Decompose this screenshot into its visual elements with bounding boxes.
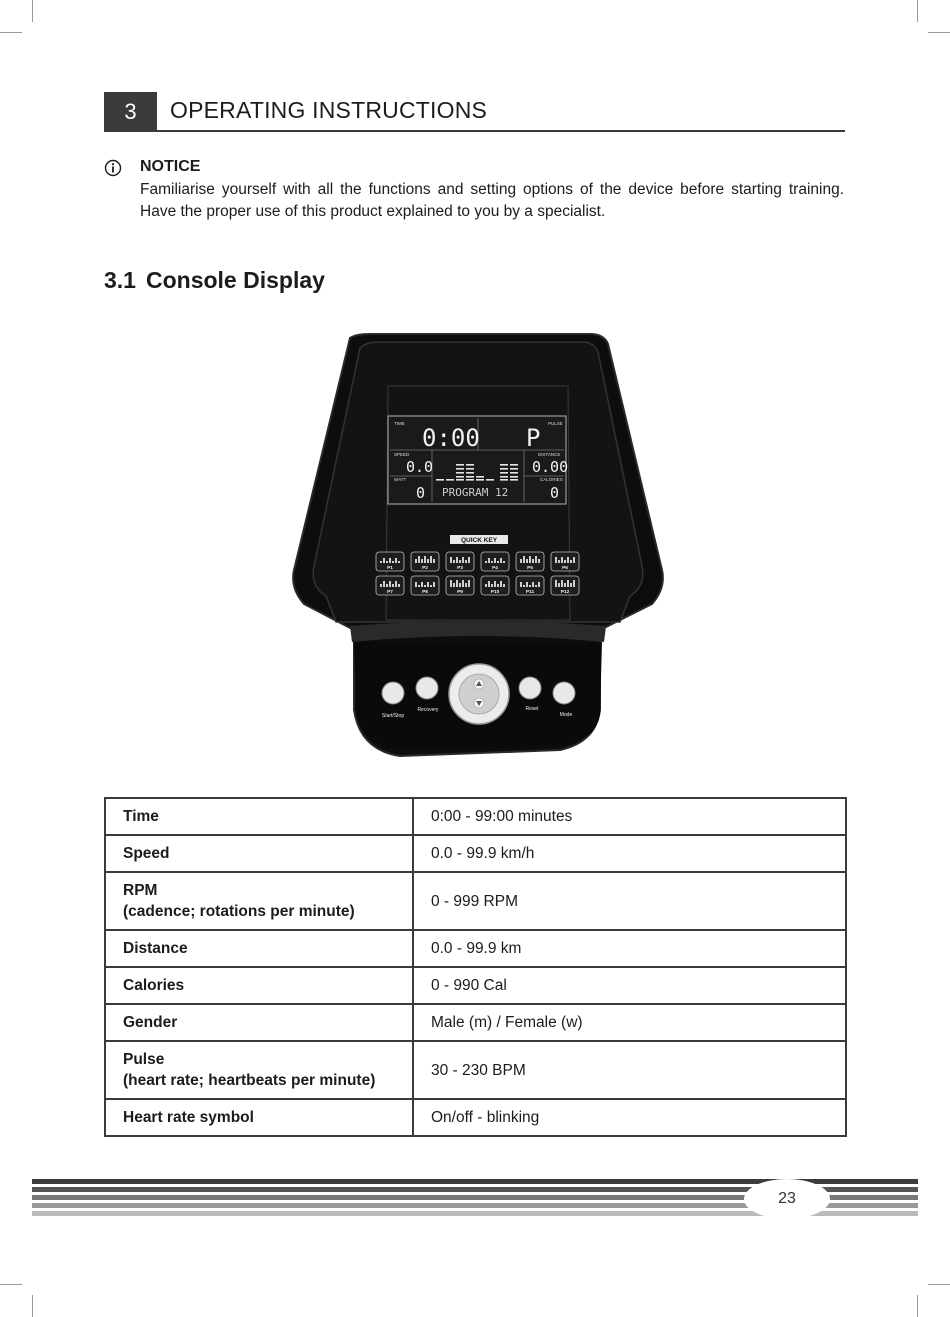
spec-label-cell (105, 1041, 413, 1099)
program-key[interactable] (551, 552, 579, 571)
lcd-watt-value: 0 (416, 484, 426, 502)
spec-label: Heart rate symbol (123, 1109, 254, 1126)
crop-mark (917, 1295, 918, 1317)
program-key-label: P8 (422, 590, 428, 595)
profile-bar (465, 583, 467, 587)
profile-bar (456, 557, 458, 563)
spec-label: Time (123, 808, 159, 825)
program-key-label: P4 (492, 566, 498, 571)
spec-label: Distance (123, 940, 188, 957)
program-key[interactable] (376, 576, 404, 595)
profile-bar (418, 585, 420, 587)
program-key-label: P5 (527, 566, 533, 571)
profile-bar (383, 581, 385, 587)
start-stop-label: Start/Stop (381, 713, 405, 719)
spec-label-cell (105, 835, 413, 872)
spec-label-cell (105, 1099, 413, 1136)
profile-bar (526, 559, 528, 563)
profile-bar (427, 559, 429, 563)
profile-bar (380, 561, 382, 563)
lcd-program-text: PROGRAM 12 (442, 486, 509, 499)
program-key[interactable] (446, 576, 474, 595)
program-key[interactable] (516, 552, 544, 571)
spec-value: On/off - blinking (413, 1099, 846, 1136)
profile-bar (567, 557, 569, 563)
profile-bar (491, 561, 493, 563)
crop-mark (928, 1284, 950, 1285)
spec-label-cell (105, 967, 413, 1004)
profile-bar (503, 561, 505, 563)
info-icon (104, 159, 122, 177)
crop-mark (32, 1295, 33, 1317)
profile-bar (500, 558, 502, 563)
spec-value: 0.0 - 99.9 km (413, 930, 846, 967)
profile-bar (468, 580, 470, 587)
crop-mark (928, 32, 950, 33)
profile-bar (532, 559, 534, 563)
profile-bar (459, 560, 461, 563)
reset-label: Reset (525, 706, 539, 712)
profile-bar (529, 585, 531, 587)
lcd-speed-label: SPEED (394, 452, 410, 457)
profile-bar (389, 581, 391, 587)
lcd-calories-label: CALORIES (540, 477, 563, 482)
profile-bar (570, 583, 572, 587)
chapter-title: OPERATING INSTRUCTIONS (170, 97, 488, 123)
program-key-label: P1 (387, 566, 393, 571)
profile-bar (395, 581, 397, 587)
spec-label-cell (105, 872, 413, 930)
profile-bar (395, 558, 397, 563)
table-row (105, 930, 846, 967)
profile-bar (567, 580, 569, 587)
mode-label: Mode (559, 712, 573, 718)
table-row (105, 1041, 846, 1099)
recovery-button[interactable] (416, 677, 438, 699)
profile-bar (494, 558, 496, 563)
profile-bar (520, 582, 522, 587)
lcd-distance-value: 0.00 (532, 458, 569, 476)
profile-bar (558, 583, 560, 587)
profile-bar (398, 561, 400, 563)
profile-bar (421, 559, 423, 563)
crop-mark (32, 0, 33, 22)
profile-bar (430, 585, 432, 587)
profile-bar (453, 583, 455, 587)
program-key[interactable] (551, 576, 579, 595)
profile-bar (500, 581, 502, 587)
spec-value: 0:00 - 99:00 minutes (413, 798, 846, 835)
profile-bar (529, 556, 531, 563)
spec-label: Pulse (123, 1051, 165, 1068)
profile-bar (570, 560, 572, 563)
spec-label-sub: (heart rate; heartbeats per minute) (123, 1072, 376, 1089)
lcd-pulse-value: P (526, 424, 541, 452)
profile-bar (532, 582, 534, 587)
profile-bar (392, 561, 394, 563)
table-row (105, 1004, 846, 1041)
table-row (105, 872, 846, 930)
program-key-label: P10 (490, 590, 500, 595)
profile-bar (535, 585, 537, 587)
program-key[interactable] (481, 576, 509, 595)
profile-bar (491, 584, 493, 587)
lcd-watt-label: WATT (394, 477, 407, 482)
profile-bar (488, 581, 490, 587)
spec-label: Speed (123, 845, 170, 862)
program-key-label: P3 (457, 566, 463, 571)
lcd-pulse-label: PULSE (548, 421, 563, 426)
lcd-distance-label: DISTANCE (538, 452, 561, 457)
profile-bar (383, 558, 385, 563)
program-key-label: P12 (560, 590, 570, 595)
profile-bar (459, 583, 461, 587)
program-key[interactable] (411, 576, 439, 595)
spec-label: Calories (123, 977, 185, 994)
program-key[interactable] (376, 552, 404, 571)
spec-value: 0 - 990 Cal (413, 967, 846, 1004)
spec-value: 0 - 999 RPM (413, 872, 846, 930)
program-key-label: P9 (457, 590, 463, 595)
profile-bar (424, 556, 426, 563)
mode-button[interactable] (553, 682, 575, 704)
section-title-text: Console Display (145, 267, 325, 293)
profile-bar (462, 557, 464, 563)
table-row (105, 798, 846, 835)
program-key-label: P7 (387, 590, 393, 595)
lcd-time-label: TIME (394, 421, 405, 426)
profile-bar (421, 582, 423, 587)
profile-bar (561, 580, 563, 587)
profile-bar (497, 584, 499, 587)
spec-label: Gender (123, 1014, 178, 1031)
spec-label-cell (105, 1004, 413, 1041)
spec-value: 30 - 230 BPM (413, 1041, 846, 1099)
crop-mark (917, 0, 918, 22)
profile-bar (462, 580, 464, 587)
profile-bar (392, 584, 394, 587)
profile-bar (520, 559, 522, 563)
recovery-label: Recovery (417, 707, 439, 713)
table-row (105, 1099, 846, 1136)
profile-bar (386, 584, 388, 587)
start-stop-button[interactable] (382, 682, 404, 704)
profile-bar (453, 560, 455, 563)
profile-bar (488, 558, 490, 563)
profile-bar (561, 557, 563, 563)
profile-bar (424, 585, 426, 587)
program-key-label: P2 (422, 566, 428, 571)
profile-bar (398, 584, 400, 587)
crop-mark (0, 32, 22, 33)
profile-bar (573, 580, 575, 587)
program-key[interactable] (516, 576, 544, 595)
lcd-speed-value: 0.0 (406, 458, 434, 476)
profile-bar (526, 582, 528, 587)
lcd-time-value: 0:00 (422, 424, 480, 452)
profile-bar (427, 582, 429, 587)
program-key[interactable] (411, 552, 439, 571)
section-title (104, 267, 325, 294)
profile-bar (555, 557, 557, 563)
table-row (105, 835, 846, 872)
profile-bar (450, 580, 452, 587)
spec-table (104, 797, 847, 1137)
crop-mark (0, 1284, 22, 1285)
profile-bar (497, 561, 499, 563)
profile-bar (485, 561, 487, 563)
page-number: 23 (744, 1179, 830, 1219)
spec-label-cell (105, 930, 413, 967)
reset-button[interactable] (519, 677, 541, 699)
console-illustration (290, 330, 666, 762)
lcd-calories-value: 0 (550, 484, 560, 502)
profile-bar (456, 580, 458, 587)
notice-text: Familiarise yourself with all the functions and setting options of the device before starting training. Have the proper use of this product explained to you by a specialist. (140, 181, 844, 220)
profile-bar (538, 582, 540, 587)
spec-label-sub: (cadence; rotations per minute) (123, 903, 355, 920)
profile-bar (433, 559, 435, 563)
profile-bar (430, 556, 432, 563)
program-key-label: P11 (525, 590, 535, 595)
profile-bar (523, 585, 525, 587)
program-key-label: P6 (562, 566, 568, 571)
profile-bar (389, 558, 391, 563)
profile-bar (468, 557, 470, 563)
profile-bar (418, 556, 420, 563)
profile-bar (465, 560, 467, 563)
program-key[interactable] (446, 552, 474, 571)
profile-bar (535, 556, 537, 563)
profile-bar (450, 557, 452, 563)
profile-bar (380, 584, 382, 587)
profile-bar (564, 583, 566, 587)
section-number: 3.1 (104, 267, 136, 293)
profile-bar (494, 581, 496, 587)
notice-title: NOTICE (140, 158, 201, 175)
profile-bar (558, 560, 560, 563)
profile-bar (386, 561, 388, 563)
profile-bar (523, 556, 525, 563)
profile-bar (433, 582, 435, 587)
spec-label-cell (105, 798, 413, 835)
spec-value: Male (m) / Female (w) (413, 1004, 846, 1041)
profile-bar (573, 557, 575, 563)
profile-bar (485, 584, 487, 587)
spec-label: RPM (123, 882, 158, 899)
profile-bar (415, 582, 417, 587)
quick-key-label: QUICK KEY (460, 537, 498, 544)
profile-bar (538, 559, 540, 563)
chapter-rule (157, 130, 845, 132)
profile-bar (555, 580, 557, 587)
profile-bar (564, 560, 566, 563)
profile-bar (503, 584, 505, 587)
program-key[interactable] (481, 552, 509, 571)
spec-value: 0.0 - 99.9 km/h (413, 835, 846, 872)
profile-bar (415, 559, 417, 563)
table-row (105, 967, 846, 1004)
chapter-number: 3 (104, 92, 157, 132)
